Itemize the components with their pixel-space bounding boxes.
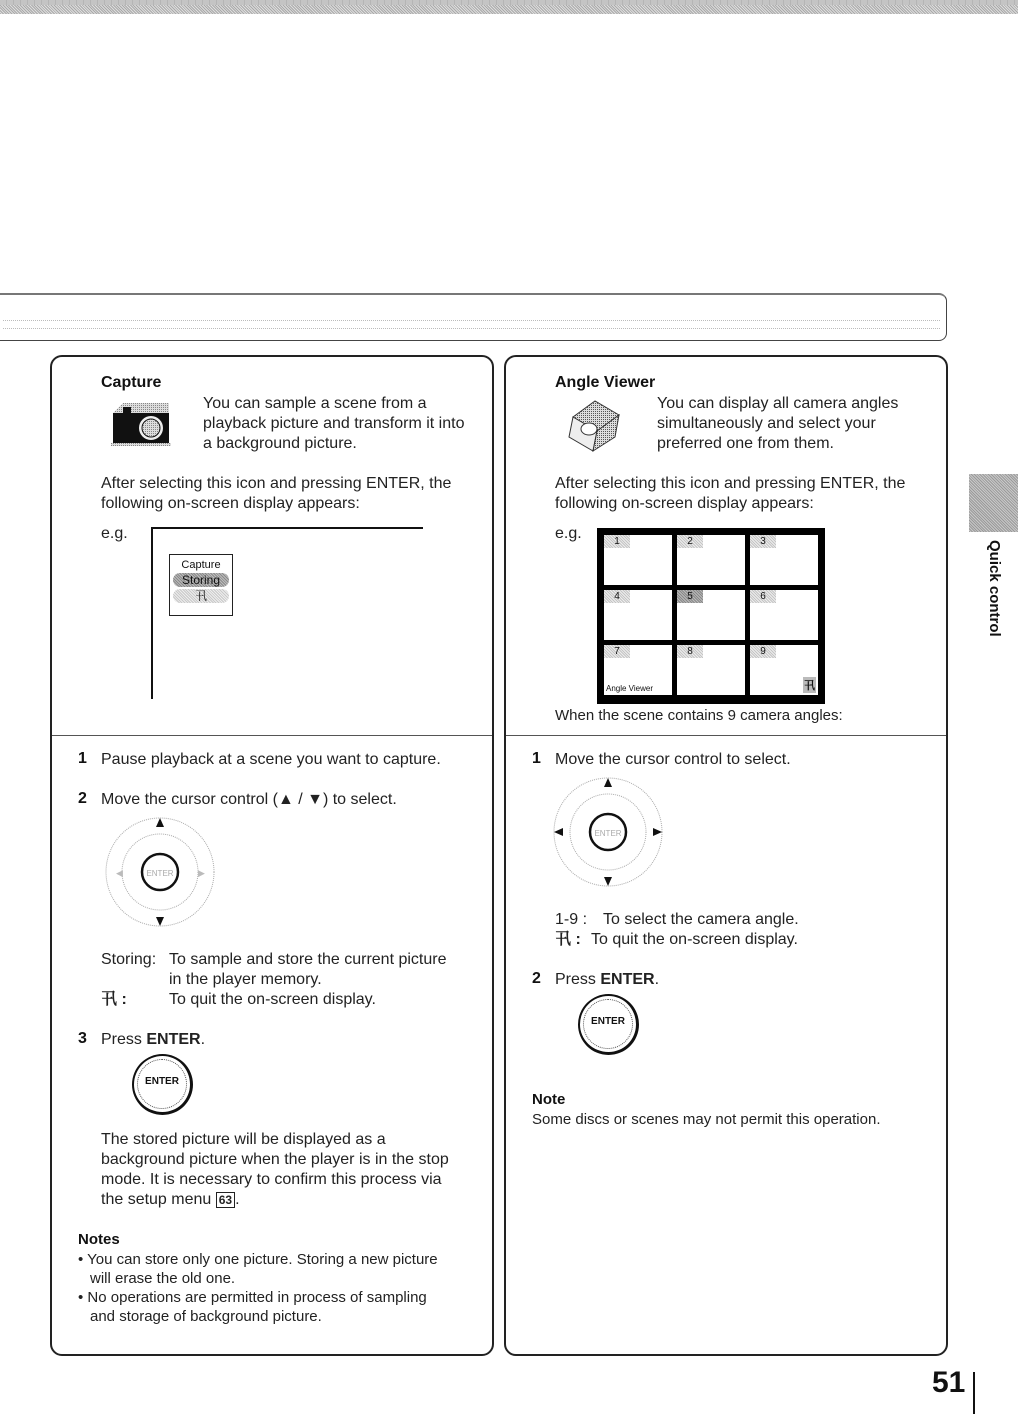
enter-button-icon: ENTER <box>578 994 639 1055</box>
angle-intro: After selecting this icon and pressing ENTER, the following on-screen display appears: <box>555 475 906 512</box>
step-text: Press ENTER. <box>101 1031 206 1048</box>
cursor-control-updown-icon <box>102 814 218 930</box>
svg-text:▶: ▶ <box>198 868 205 878</box>
return-glyph-key: 卂 : <box>101 991 127 1008</box>
eg-label: e.g. <box>101 525 128 542</box>
panel-divider <box>52 735 492 736</box>
svg-text:ENTER: ENTER <box>594 829 622 838</box>
capture-panel <box>50 355 494 1356</box>
step-text: Pause playback at a scene you want to capture. <box>101 751 441 768</box>
capture-osd-menu <box>169 554 233 616</box>
angle-cell-7[interactable]: 7 Angle Viewer <box>604 645 672 695</box>
step-text: Move the cursor control to select. <box>555 751 791 768</box>
legend-value: To sample and store the current picture in the player memory. <box>169 951 447 988</box>
angle-cell-8[interactable]: 8 <box>677 645 745 695</box>
step-number: 2 <box>532 970 541 987</box>
top-band-pattern <box>0 5 1018 14</box>
camera-icon <box>109 399 173 447</box>
enter-button-icon: ENTER <box>132 1054 193 1115</box>
cursor-control-4way-icon <box>550 774 666 890</box>
notes-title: Notes <box>78 1231 120 1248</box>
page-ref-63[interactable]: 63 <box>216 1192 235 1208</box>
angle-cell-6[interactable]: 6 <box>750 590 818 640</box>
osd-return-option[interactable]: 卂 <box>173 589 229 603</box>
angle-cell-4[interactable]: 4 <box>604 590 672 640</box>
capture-intro: After selecting this icon and pressing ENTER, the following on-screen display appears: <box>101 475 452 512</box>
angle-viewer-panel <box>504 355 948 1356</box>
header-dotted-line <box>3 320 940 321</box>
camera-box-icon <box>563 395 627 453</box>
grid-caption-text: When the scene contains 9 camera angles: <box>555 707 843 724</box>
section-header-bar <box>0 293 947 341</box>
angle-cell-1[interactable]: 1 <box>604 535 672 585</box>
step-text: Press ENTER. <box>555 971 660 988</box>
page-number-bar <box>973 1372 975 1414</box>
osd-title: Capture <box>181 559 221 571</box>
legend-value: To quit the on-screen display. <box>591 931 798 948</box>
side-tab-label: Quick control <box>986 540 1003 637</box>
panel-divider <box>506 735 946 736</box>
capture-description: You can sample a scene from a playback picture and transform it into a background picture. <box>203 395 465 452</box>
grid-caption: Angle Viewer <box>606 684 653 693</box>
angle-cell-9[interactable]: 9 卂 <box>750 645 818 695</box>
notes-list: • You can store only one picture. Storing a new picture will erase the old one. • No operations are permitted in process of sampling and storage of background picture. <box>78 1251 438 1325</box>
osd-storing-option[interactable]: Storing <box>173 573 229 587</box>
legend-key: Storing: <box>101 951 157 968</box>
step-number: 3 <box>78 1030 87 1047</box>
svg-text:ENTER: ENTER <box>146 869 174 878</box>
angle-viewer-title: Angle Viewer <box>555 374 656 391</box>
page-number: 51 <box>932 1366 966 1399</box>
eg-label: e.g. <box>555 525 582 542</box>
step-text: Move the cursor control (▲ / ▼) to select. <box>101 791 397 808</box>
legend-value: To quit the on-screen display. <box>169 991 376 1008</box>
angle-cell-3[interactable]: 3 <box>750 535 818 585</box>
angle-grid <box>597 528 825 704</box>
step-number: 1 <box>78 750 87 767</box>
note-title: Note <box>532 1091 566 1108</box>
note-text: Some discs or scenes may not permit this operation. <box>532 1111 881 1128</box>
step-number: 2 <box>78 790 87 807</box>
return-glyph-key: 卂 : <box>555 931 581 948</box>
angle-description: You can display all camera angles simultaneously and select your preferred one from them. <box>657 395 899 452</box>
svg-text:◀: ◀ <box>116 868 123 878</box>
legend-key: 1-9 : <box>555 911 588 928</box>
return-icon[interactable]: 卂 <box>803 677 816 693</box>
side-tab-marker <box>969 474 1018 532</box>
angle-cell-5-selected[interactable]: 5 <box>677 590 745 640</box>
legend-value: To select the camera angle. <box>603 911 799 928</box>
header-dotted-line <box>3 328 940 329</box>
capture-result-text: The stored picture will be displayed as a background picture when the player is in the stop mode. It is necessary to confirm this process via the setup menu 63 . <box>101 1131 449 1208</box>
capture-title: Capture <box>101 374 162 391</box>
angle-cell-2[interactable]: 2 <box>677 535 745 585</box>
step-number: 1 <box>532 750 541 767</box>
